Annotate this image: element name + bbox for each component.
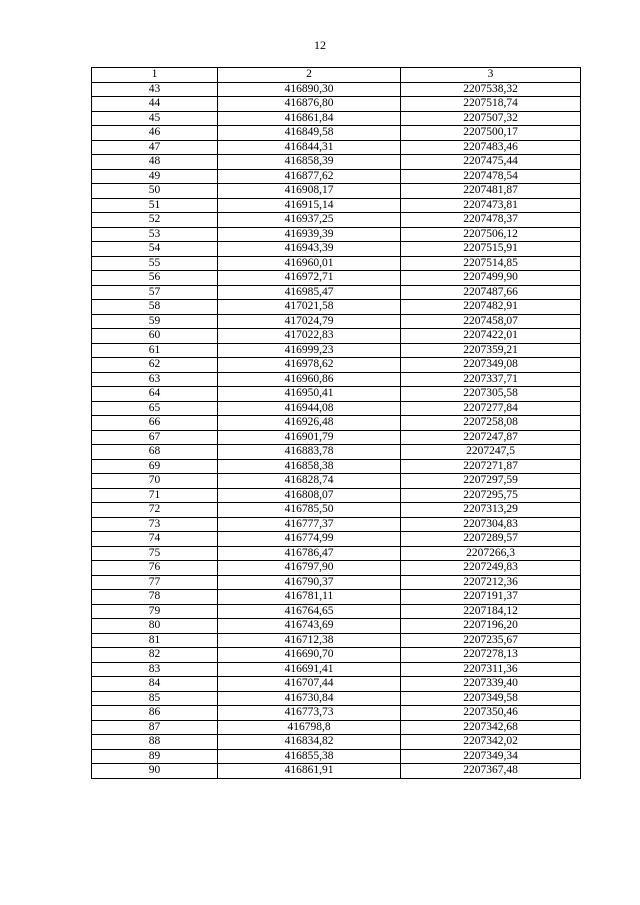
- point-number-cell: 75: [92, 546, 218, 561]
- table-row: [92, 735, 581, 750]
- point-number-cell: 79: [92, 604, 218, 619]
- point-number-cell: 64: [92, 387, 218, 402]
- point-number-cell: 83: [92, 662, 218, 677]
- y-coordinate-cell: 2207506,12: [401, 227, 581, 242]
- point-number-cell: 52: [92, 213, 218, 228]
- y-coordinate-cell: 2207258,08: [401, 416, 581, 431]
- table-row: [92, 155, 581, 170]
- x-coordinate-cell: 416960,86: [218, 372, 401, 387]
- x-coordinate-cell: 416712,38: [218, 633, 401, 648]
- x-coordinate-cell: 416798,8: [218, 720, 401, 735]
- table-row: [92, 111, 581, 126]
- point-number-cell: 59: [92, 314, 218, 329]
- y-coordinate-cell: 2207337,71: [401, 372, 581, 387]
- point-number-cell: 51: [92, 198, 218, 213]
- y-coordinate-cell: 2207305,58: [401, 387, 581, 402]
- x-coordinate-cell: 416730,84: [218, 691, 401, 706]
- column-header: 3: [401, 68, 581, 83]
- point-number-cell: 54: [92, 242, 218, 257]
- y-coordinate-cell: 2207212,36: [401, 575, 581, 590]
- x-coordinate-cell: 417022,83: [218, 329, 401, 344]
- table-row: [92, 662, 581, 677]
- x-coordinate-cell: 416828,74: [218, 474, 401, 489]
- point-number-cell: 85: [92, 691, 218, 706]
- point-number-cell: 48: [92, 155, 218, 170]
- table-row: [92, 82, 581, 97]
- y-coordinate-cell: 2207359,21: [401, 343, 581, 358]
- table-row: [92, 242, 581, 257]
- table-row: [92, 561, 581, 576]
- x-coordinate-cell: 416764,65: [218, 604, 401, 619]
- x-coordinate-cell: 416943,39: [218, 242, 401, 257]
- table-row: [92, 213, 581, 228]
- y-coordinate-cell: 2207518,74: [401, 97, 581, 112]
- table-row: [92, 401, 581, 416]
- table-row: [92, 184, 581, 199]
- x-coordinate-cell: 416690,70: [218, 648, 401, 663]
- x-coordinate-cell: 416858,38: [218, 459, 401, 474]
- y-coordinate-cell: 2207313,29: [401, 503, 581, 518]
- y-coordinate-cell: 2207289,57: [401, 532, 581, 547]
- x-coordinate-cell: 416861,84: [218, 111, 401, 126]
- y-coordinate-cell: 2207482,91: [401, 300, 581, 315]
- table-row: [92, 372, 581, 387]
- x-coordinate-cell: 417021,58: [218, 300, 401, 315]
- x-coordinate-cell: 416890,30: [218, 82, 401, 97]
- y-coordinate-cell: 2207507,32: [401, 111, 581, 126]
- table-row: [92, 691, 581, 706]
- x-coordinate-cell: 416858,39: [218, 155, 401, 170]
- point-number-cell: 45: [92, 111, 218, 126]
- x-coordinate-cell: 416939,39: [218, 227, 401, 242]
- table-row: [92, 227, 581, 242]
- x-coordinate-cell: 416790,37: [218, 575, 401, 590]
- x-coordinate-cell: 416978,62: [218, 358, 401, 373]
- point-number-cell: 55: [92, 256, 218, 271]
- x-coordinate-cell: 416781,11: [218, 590, 401, 605]
- y-coordinate-cell: 2207249,83: [401, 561, 581, 576]
- x-coordinate-cell: 416834,82: [218, 735, 401, 750]
- x-coordinate-cell: 416785,50: [218, 503, 401, 518]
- x-coordinate-cell: 416855,38: [218, 749, 401, 764]
- x-coordinate-cell: 416901,79: [218, 430, 401, 445]
- page-number: 12: [314, 38, 326, 52]
- point-number-cell: 80: [92, 619, 218, 634]
- y-coordinate-cell: 2207184,12: [401, 604, 581, 619]
- column-header: 1: [92, 68, 218, 83]
- y-coordinate-cell: 2207478,37: [401, 213, 581, 228]
- point-number-cell: 68: [92, 445, 218, 460]
- point-number-cell: 76: [92, 561, 218, 576]
- table-row: [92, 358, 581, 373]
- point-number-cell: 60: [92, 329, 218, 344]
- x-coordinate-cell: 416950,41: [218, 387, 401, 402]
- coordinates-table: [91, 67, 581, 779]
- x-coordinate-cell: 416883,78: [218, 445, 401, 460]
- point-number-cell: 88: [92, 735, 218, 750]
- y-coordinate-cell: 2207342,02: [401, 735, 581, 750]
- point-number-cell: 84: [92, 677, 218, 692]
- point-number-cell: 82: [92, 648, 218, 663]
- point-number-cell: 90: [92, 764, 218, 779]
- y-coordinate-cell: 2207499,90: [401, 271, 581, 286]
- y-coordinate-cell: 2207297,59: [401, 474, 581, 489]
- table-row: [92, 169, 581, 184]
- point-number-cell: 71: [92, 488, 218, 503]
- table-row: [92, 140, 581, 155]
- table-row: [92, 430, 581, 445]
- x-coordinate-cell: 416774,99: [218, 532, 401, 547]
- y-coordinate-cell: 2207304,83: [401, 517, 581, 532]
- x-coordinate-cell: 416972,71: [218, 271, 401, 286]
- point-number-cell: 67: [92, 430, 218, 445]
- point-number-cell: 43: [92, 82, 218, 97]
- point-number-cell: 57: [92, 285, 218, 300]
- y-coordinate-cell: 2207342,68: [401, 720, 581, 735]
- x-coordinate-cell: 416797,90: [218, 561, 401, 576]
- table-row: [92, 503, 581, 518]
- x-coordinate-cell: 416985,47: [218, 285, 401, 300]
- table-row: [92, 677, 581, 692]
- table-row: [92, 517, 581, 532]
- x-coordinate-cell: 416786,47: [218, 546, 401, 561]
- point-number-cell: 46: [92, 126, 218, 141]
- table-row: [92, 387, 581, 402]
- y-coordinate-cell: 2207538,32: [401, 82, 581, 97]
- x-coordinate-cell: 416944,08: [218, 401, 401, 416]
- column-header: 2: [218, 68, 401, 83]
- point-number-cell: 50: [92, 184, 218, 199]
- x-coordinate-cell: 417024,79: [218, 314, 401, 329]
- y-coordinate-cell: 2207367,48: [401, 764, 581, 779]
- point-number-cell: 77: [92, 575, 218, 590]
- y-coordinate-cell: 2207349,34: [401, 749, 581, 764]
- y-coordinate-cell: 2207278,13: [401, 648, 581, 663]
- x-coordinate-cell: 416926,48: [218, 416, 401, 431]
- y-coordinate-cell: 2207458,07: [401, 314, 581, 329]
- table-row: [92, 343, 581, 358]
- table-row: [92, 488, 581, 503]
- y-coordinate-cell: 2207475,44: [401, 155, 581, 170]
- x-coordinate-cell: 416999,23: [218, 343, 401, 358]
- point-number-cell: 78: [92, 590, 218, 605]
- table-row: [92, 546, 581, 561]
- point-number-cell: 53: [92, 227, 218, 242]
- table-row: [92, 604, 581, 619]
- y-coordinate-cell: 2207483,46: [401, 140, 581, 155]
- y-coordinate-cell: 2207247,87: [401, 430, 581, 445]
- y-coordinate-cell: 2207191,37: [401, 590, 581, 605]
- y-coordinate-cell: 2207500,17: [401, 126, 581, 141]
- table-row: [92, 271, 581, 286]
- table-row: [92, 416, 581, 431]
- y-coordinate-cell: 2207235,67: [401, 633, 581, 648]
- y-coordinate-cell: 2207271,87: [401, 459, 581, 474]
- x-coordinate-cell: 416849,58: [218, 126, 401, 141]
- point-number-cell: 86: [92, 706, 218, 721]
- y-coordinate-cell: 2207473,81: [401, 198, 581, 213]
- point-number-cell: 73: [92, 517, 218, 532]
- table-header-row: [92, 68, 581, 83]
- x-coordinate-cell: 416777,37: [218, 517, 401, 532]
- table-row: [92, 474, 581, 489]
- point-number-cell: 81: [92, 633, 218, 648]
- y-coordinate-cell: 2207311,36: [401, 662, 581, 677]
- y-coordinate-cell: 2207247,5: [401, 445, 581, 460]
- table-row: [92, 706, 581, 721]
- y-coordinate-cell: 2207349,08: [401, 358, 581, 373]
- table-row: [92, 285, 581, 300]
- table-row: [92, 445, 581, 460]
- point-number-cell: 63: [92, 372, 218, 387]
- x-coordinate-cell: 416844,31: [218, 140, 401, 155]
- table-row: [92, 300, 581, 315]
- table-row: [92, 749, 581, 764]
- y-coordinate-cell: 2207349,58: [401, 691, 581, 706]
- y-coordinate-cell: 2207481,87: [401, 184, 581, 199]
- x-coordinate-cell: 416908,17: [218, 184, 401, 199]
- x-coordinate-cell: 416960,01: [218, 256, 401, 271]
- table-row: [92, 329, 581, 344]
- point-number-cell: 49: [92, 169, 218, 184]
- table-row: [92, 764, 581, 779]
- table-row: [92, 619, 581, 634]
- y-coordinate-cell: 2207295,75: [401, 488, 581, 503]
- table-row: [92, 126, 581, 141]
- table-row: [92, 198, 581, 213]
- y-coordinate-cell: 2207350,46: [401, 706, 581, 721]
- point-number-cell: 65: [92, 401, 218, 416]
- x-coordinate-cell: 416861,91: [218, 764, 401, 779]
- y-coordinate-cell: 2207277,84: [401, 401, 581, 416]
- point-number-cell: 61: [92, 343, 218, 358]
- point-number-cell: 74: [92, 532, 218, 547]
- x-coordinate-cell: 416937,25: [218, 213, 401, 228]
- point-number-cell: 44: [92, 97, 218, 112]
- table-row: [92, 648, 581, 663]
- point-number-cell: 56: [92, 271, 218, 286]
- y-coordinate-cell: 2207266,3: [401, 546, 581, 561]
- point-number-cell: 62: [92, 358, 218, 373]
- table-row: [92, 97, 581, 112]
- y-coordinate-cell: 2207478,54: [401, 169, 581, 184]
- point-number-cell: 72: [92, 503, 218, 518]
- y-coordinate-cell: 2207487,66: [401, 285, 581, 300]
- point-number-cell: 87: [92, 720, 218, 735]
- point-number-cell: 47: [92, 140, 218, 155]
- y-coordinate-cell: 2207196,20: [401, 619, 581, 634]
- y-coordinate-cell: 2207422,01: [401, 329, 581, 344]
- point-number-cell: 58: [92, 300, 218, 315]
- point-number-cell: 70: [92, 474, 218, 489]
- table-row: [92, 590, 581, 605]
- x-coordinate-cell: 416773,73: [218, 706, 401, 721]
- table-body: [92, 82, 581, 778]
- point-number-cell: 69: [92, 459, 218, 474]
- x-coordinate-cell: 416876,80: [218, 97, 401, 112]
- x-coordinate-cell: 416691,41: [218, 662, 401, 677]
- y-coordinate-cell: 2207514,85: [401, 256, 581, 271]
- x-coordinate-cell: 416915,14: [218, 198, 401, 213]
- table-row: [92, 720, 581, 735]
- table-row: [92, 633, 581, 648]
- table-row: [92, 256, 581, 271]
- x-coordinate-cell: 416808,07: [218, 488, 401, 503]
- point-number-cell: 89: [92, 749, 218, 764]
- x-coordinate-cell: 416877,62: [218, 169, 401, 184]
- table-row: [92, 575, 581, 590]
- y-coordinate-cell: 2207515,91: [401, 242, 581, 257]
- point-number-cell: 66: [92, 416, 218, 431]
- x-coordinate-cell: 416743,69: [218, 619, 401, 634]
- x-coordinate-cell: 416707,44: [218, 677, 401, 692]
- table-row: [92, 532, 581, 547]
- table-row: [92, 459, 581, 474]
- y-coordinate-cell: 2207339,40: [401, 677, 581, 692]
- table-row: [92, 314, 581, 329]
